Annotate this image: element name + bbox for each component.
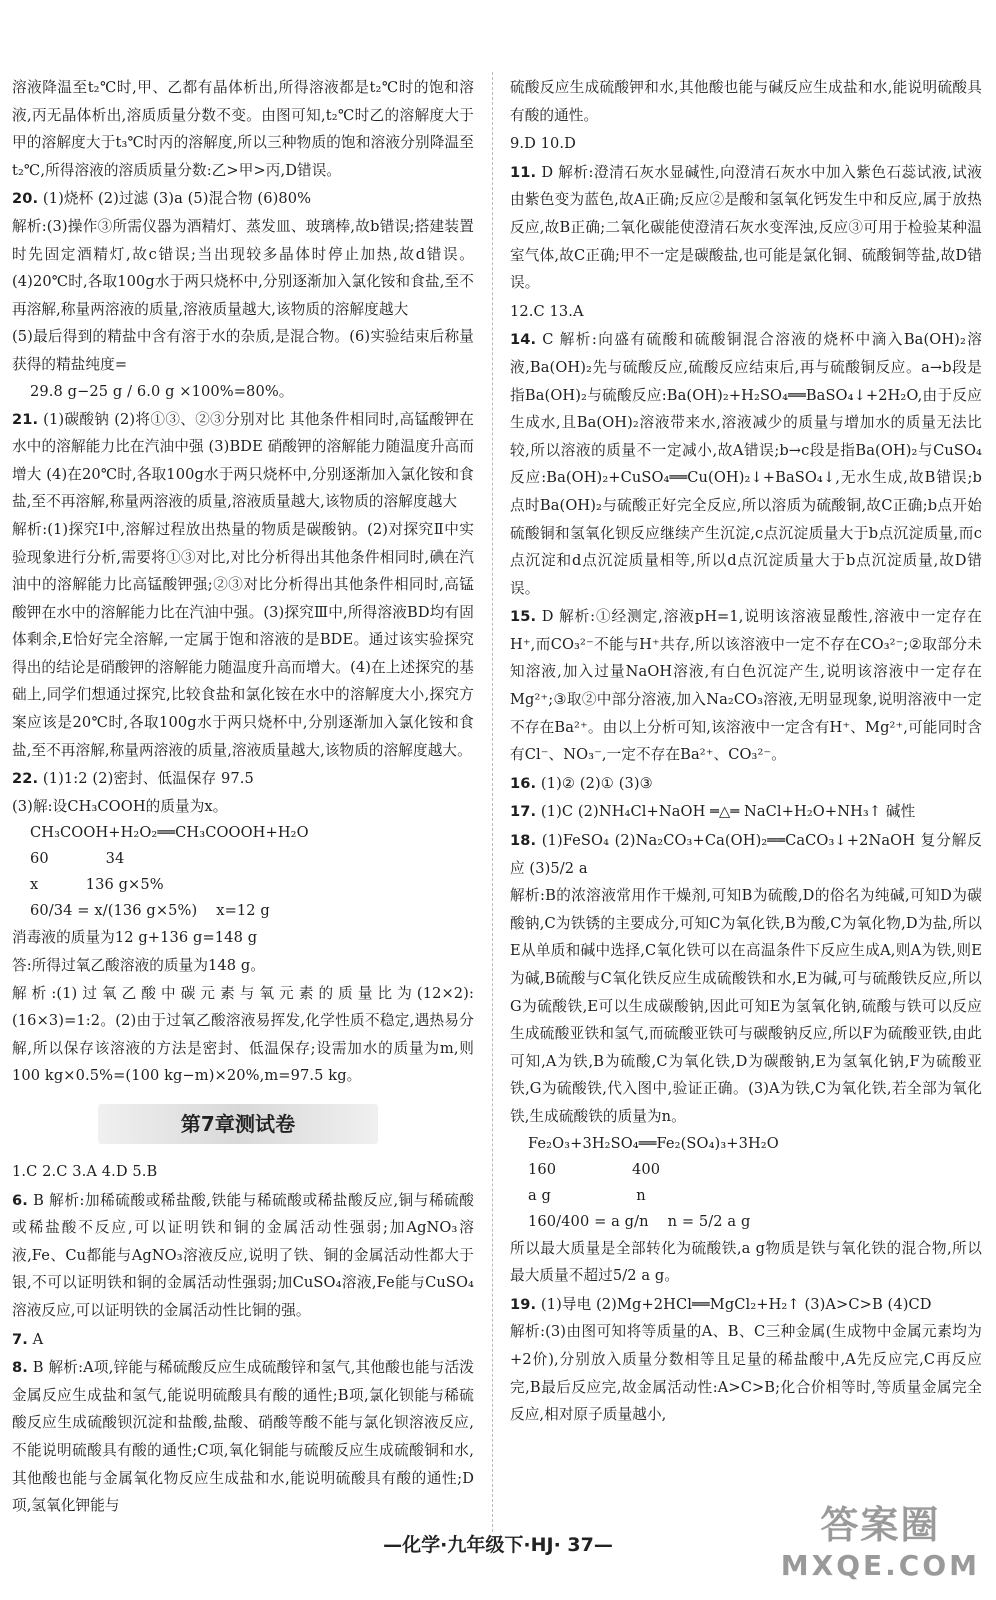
answer-text: A [32, 1330, 44, 1348]
question-7 [12, 1326, 474, 1354]
question-number: 19. [510, 1295, 537, 1313]
question-21 [12, 406, 474, 516]
equation-line: 160/400 = a g/n n = 5/2 a g [528, 1212, 751, 1230]
continuation-paragraph: 硫酸反应生成硫酸钾和水,其他酸也能与碱反应生成盐和水,能说明硫酸具有酸的通性。 [510, 79, 982, 124]
answer-text: (1)碳酸钠 (2)将①③、②③分别对比 其他条件相同时,高锰酸钾在水中的溶解能力比在汽油中强 (3)BDE 硝酸钾的溶解能力随温度升高而增大 (4)在20℃时,各取100g水于两只烧杯中,分别逐渐加入氯化铵和食盐,至不再溶解,称量两溶液的质量,溶液质量越大,该物质的溶解度越大 [12, 410, 474, 511]
answer-text: (1)FeSO₄ (2)Na₂CO₃+Ca(OH)₂══CaCO₃↓+2NaOH 复分解反应 (3)5/2 a [510, 832, 982, 877]
answer-text: C 解析:向盛有硫酸和硫酸铜混合溶液的烧杯中滴入Ba(OH)₂溶液,Ba(OH)₂先与硫酸反应,硫酸反应结束后,再与硫酸铜反应。a→b段是指Ba(OH)₂与硫酸反应:Ba(OH)₂+H₂SO₄══BaSO₄↓+2H₂O,由于反应生成水,且Ba(OH)₂溶液带来水,溶液减少的质量与增加水的质量无法比较,所以溶液的质量不一定减小,故A错误;b→c段是指Ba(OH)₂与CuSO₄反应:Ba(OH)₂+CuSO₄══Cu(OH)₂↓+BaSO₄↓,无水生成,故B错误;b点时Ba(OH)₂与硫酸正好完全反应,所以溶质为硫酸铜,故C正确;b点开始硫酸铜和氢氧化钡反应继续产生沉淀,c点沉淀质量大于b点沉淀质量,而c点沉淀和d点沉淀质量相等,所以d点沉淀质量大于b点沉淀质量,故D错误。 [510, 331, 982, 597]
question-19 [510, 1291, 982, 1319]
question-number: 15. [510, 608, 537, 626]
solution-line: 消毒液的质量为12 g+136 g=148 g [12, 929, 258, 947]
question-number: 6. [12, 1191, 28, 1209]
question-8 [12, 1354, 474, 1520]
question-number: 18. [510, 832, 537, 850]
answer-text: B 解析:加稀硫酸或稀盐酸,铁能与稀硫酸或稀盐酸反应,铜与稀硫酸或稀盐酸不反应,可以证明铁和铜的金属活动性强弱;加AgNO₃溶液,Fe、Cu都能与AgNO₃溶液反应,说明了铁、铜的金属活动性都大于银,不可以证明铁和铜的金属活动性强弱;加CuSO₄溶液,Fe能与CuSO₄溶液反应,可以证明铁的金属活动性比铜的强。 [12, 1191, 474, 1319]
question-6 [12, 1187, 474, 1325]
answer-text: (1)烧杯 (2)过滤 (3)a (5)混合物 (6)80% [42, 190, 312, 208]
question-number: 17. [510, 803, 537, 821]
chapter-title: 第7章测试卷 [98, 1104, 378, 1144]
question-number: 14. [510, 331, 537, 349]
intro-paragraph: 溶液降温至t₂℃时,甲、乙都有晶体析出,所得溶液都是t₂℃时的饱和溶液,丙无晶体析出,溶质质量分数不变。由图可知,t₂℃时乙的溶解度大于甲的溶解度大于t₃℃时丙的溶解度,所以三种物质的饱和溶液分别降温至t₂℃,所得溶液的溶质质量分数:乙>甲>丙,D错误。 [12, 79, 474, 179]
question-17 [510, 798, 982, 826]
question-16 [510, 770, 982, 798]
question-22 [12, 765, 474, 793]
explanation-20-b: (5)最后得到的精盐中含有溶于水的杂质,是混合物。(6)实验结束后称量获得的精盐纯度= [12, 328, 474, 373]
column-divider [492, 72, 493, 1532]
question-11 [510, 159, 982, 297]
equation-line: CH₃COOH+H₂O₂══CH₃COOOH+H₂O [30, 824, 309, 842]
question-number: 21. [12, 410, 39, 428]
answer-text: D 解析:①经测定,溶液pH=1,说明该溶液显酸性,溶液中一定存在H⁺,而CO₃²⁻不能与H⁺共存,所以该溶液中一定不存在CO₃²⁻;②取部分未知溶液,加入过量NaOH溶液,有白色沉淀产生,说明该溶液中一定存在Mg²⁺;③取②中部分溶液,加入Na₂CO₃溶液,无明显现象,说明溶液中一定不存在Ba²⁺。由以上分析可知,该溶液中一定含有H⁺、Mg²⁺,可能同时含有Cl⁻、NO₃⁻,一定不存在Ba²⁺、CO₃²⁻。 [510, 608, 982, 764]
fraction-formula-20: 29.8 g−25 g / 6.0 g ×100%=80%。 [30, 382, 294, 400]
watermark-logo [781, 1494, 980, 1582]
question-18 [510, 827, 982, 882]
equation-line: x 136 g×5% [30, 876, 164, 894]
equation-line: 160 400 [528, 1160, 661, 1178]
explanation-18-tail: 所以最大质量是全部转化为硫酸铁,a g物质是铁与氧化铁的混合物,所以最大质量不超过5/2 a g。 [510, 1239, 982, 1285]
answers-9-10: 9.D 10.D [510, 135, 576, 153]
question-number: 22. [12, 770, 39, 788]
answer-text: (1)C (2)NH₄Cl+NaOH ═△═ NaCl+H₂O+NH₃↑ 碱性 [540, 803, 916, 821]
question-number: 7. [12, 1330, 28, 1348]
answer-text: D 解析:澄清石灰水显碱性,向澄清石灰水中加入紫色石蕊试液,试液由紫色变为蓝色,故A正确;反应②是酸和氢氧化钙发生中和反应,属于放热反应,故B正确;二氧化碳能使澄清石灰水变浑浊,反应③可用于检验某种温室气体,故C正确;甲不一定是碳酸盐,也可能是氯化铜、硫酸铜等盐,故D错误。 [510, 163, 982, 292]
question-15 [510, 603, 982, 769]
answers-1-5: 1.C 2.C 3.A 4.D 5.B [12, 1163, 158, 1180]
left-column [12, 74, 474, 1520]
solution-line: 答:所得过氧乙酸溶液的质量为148 g。 [12, 957, 266, 975]
equation-line: 60 34 [30, 850, 125, 868]
explanation-19: 解析:(3)由图可知将等质量的A、B、C三种金属(生成物中金属元素均为+2价),分别放入质量分数相等且足量的稀盐酸中,A先反应完,C再反应完,B最后反应完,故金属活动性:A>C>B;化合价相等时,等质量金属完全反应,相对原子质量越小, [510, 1323, 982, 1424]
question-number: 8. [12, 1359, 28, 1377]
answers-12-13: 12.C 13.A [510, 302, 584, 320]
answer-text: (1)② (2)① (3)③ [540, 774, 653, 792]
question-number: 16. [510, 774, 537, 792]
answer-text: (1)1:2 (2)密封、低温保存 97.5 [42, 770, 254, 788]
page-footer: —化学·九年级下·HJ· 37— [383, 1534, 613, 1556]
explanation-18: 解析:B的浓溶液常用作干燥剂,可知B为硫酸,D的俗名为纯碱,可知D为碳酸钠,C为铁锈的主要成分,可知C为氧化铁,B为酸,C为氧化物,D为盐,所以E从单质和碱中选择,C氧化铁可以在高温条件下反应生成A,则A为铁,则E为碱,B硫酸与C氧化铁反应生成硫酸铁和水,E为碱,可与硫酸铁反应,所以G为硫酸铁,E可以生成碳酸钠,因此可知E为氢氧化钠,硫酸与铁可以反应生成硫酸亚铁和氢气,而硫酸亚铁可与碳酸钠反应,所以F为硫酸亚铁,由此可知,A为铁,B为硫酸,C为氧化铁,D为碳酸钠,E为氢氧化钠,F为硫酸亚铁,G为硫酸铁,代入图中,验证正确。(3)A为铁,C为氧化铁,若全部为氧化铁,生成硫酸铁的质量为n。 [510, 887, 982, 1125]
solution-line: (3)解:设CH₃COOH的质量为x。 [12, 797, 228, 815]
question-number: 20. [12, 190, 39, 208]
question-number: 11. [510, 163, 537, 181]
answer-text: B 解析:A项,锌能与稀硫酸反应生成硫酸锌和氢气,其他酸也能与活泼金属反应生成盐和氢气,能说明硫酸具有酸的通性;B项,氯化钡能与稀硫酸反应生成硫酸钡沉淀和盐酸,盐酸、硝酸等酸不能与氯化钡溶液反应,不能说明硫酸具有酸的通性;C项,氧化铜能与硫酸反应生成硫酸铜和水,其他酸也能与金属氧化物反应生成盐和水,能说明硫酸具有酸的通性;D项,氢氧化钾能与 [12, 1359, 474, 1515]
explanation-20: 解析:(3)操作③所需仪器为酒精灯、蒸发皿、玻璃棒,故b错误;搭建装置时先固定酒精灯,故c错误;当出现较多晶体时停止加热,故d错误。(4)20℃时,各取100g水于两只烧杯中,分别逐渐加入氯化铵和食盐,至不再溶解,称量两溶液的质量,溶液质量越大,该物质的溶解度越大 [12, 217, 474, 318]
equation-line: Fe₂O₃+3H₂SO₄══Fe₂(SO₄)₃+3H₂O [528, 1134, 779, 1152]
equation-line: 60/34 = x/(136 g×5%) x=12 g [30, 902, 270, 920]
watermark-url: MXQE.COM [780, 1549, 980, 1582]
explanation-21: 解析:(1)探究Ⅰ中,溶解过程放出热量的物质是碳酸钠。(2)对探究Ⅱ中实验现象进行分析,需要将①③对比,对比分析得出其他条件相同时,碘在汽油中的溶解能力比高锰酸钾强;②③对比分析得出其他条件相同时,高锰酸钾在水中的溶解能力比在汽油中强。(3)探究Ⅲ中,所得溶液BD均有固体剩余,E恰好完全溶解,一定属于饱和溶液的是BDE。通过该实验探究得出的结论是硝酸钾的溶解能力随温度升高而增大。(4)在上述探究的基础上,同学们想通过探究,比较食盐和氯化铵在水中的溶解度大小,探究方案应该是20℃时,各取100g水于两只烧杯中,分别逐渐加入氯化铵和食盐,至不再溶解,称量两溶液的质量,溶液质量越大,该物质的溶解度越大。 [12, 520, 474, 759]
watermark-text: 答案圈 [820, 1503, 941, 1547]
question-14 [510, 326, 982, 602]
answer-text: (1)导电 (2)Mg+2HCl══MgCl₂+H₂↑ (3)A>C>B (4)CD [540, 1295, 932, 1313]
right-column [510, 74, 982, 1429]
question-20 [12, 185, 474, 213]
equation-line: a g n [528, 1186, 646, 1204]
explanation-22: 解析:(1)过氧乙酸中碳元素与氧元素的质量比为(12×2):(16×3)=1:2。(2)由于过氧乙酸溶液易挥发,化学性质不稳定,遇热易分解,所以保存该溶液的方法是密封、低温保存;设需加水的质量为m,则100 kg×0.5%=(100 kg−m)×20%,m=97.5 kg。 [12, 984, 474, 1085]
